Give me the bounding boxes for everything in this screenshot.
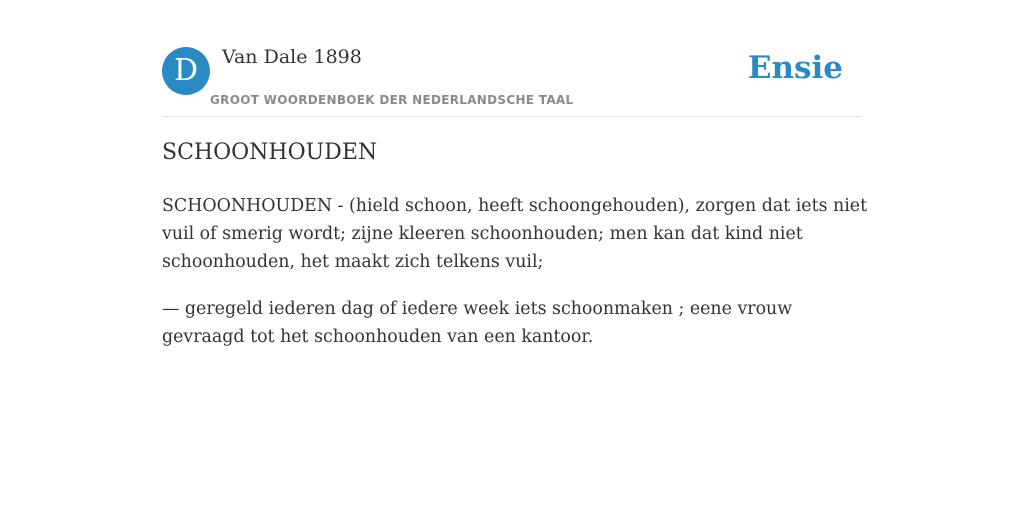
entry-headword: SCHOONHOUDEN <box>162 140 378 165</box>
definition-paragraph: — geregeld iederen dag of iedere week iets schoonmaken ; eene vrouw gevraagd tot het schoonhouden van een kantoor. <box>162 299 793 347</box>
source-header <box>162 40 862 117</box>
source-subtitle: GROOT WOORDENBOEK DER NEDERLANDSCHE TAAL <box>210 93 574 107</box>
source-title[interactable]: Van Dale 1898 <box>222 46 362 68</box>
ensie-logo[interactable]: Ensie <box>747 50 843 86</box>
source-avatar[interactable]: D <box>162 47 210 95</box>
definition-paragraph: SCHOONHOUDEN - (hield schoon, heeft schoongehouden), zorgen dat iets niet vuil of smerig wordt; zijne kleeren schoonhouden; men kan dat kind niet schoonhouden, het maakt zich telkens vuil; <box>162 196 868 272</box>
